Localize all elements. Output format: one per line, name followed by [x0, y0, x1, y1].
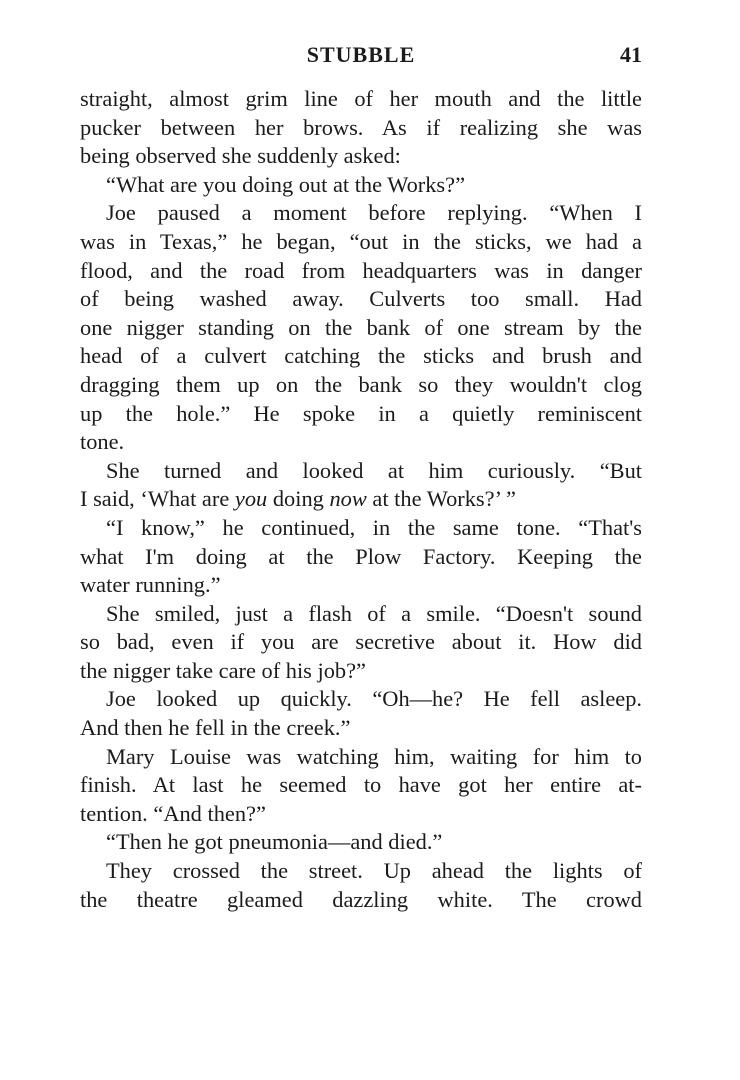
text-line: flood, and the road from headquarters was in danger	[80, 257, 642, 283]
text-line: She smiled, just a flash of a smile. “Doesn't sound	[106, 600, 642, 626]
text-line: finish. At last he seemed to have got her entire at-	[80, 772, 642, 798]
text-line: tention. “And then?”	[80, 800, 266, 826]
text-line: straight, almost grim line of her mouth and the little	[80, 86, 642, 111]
text-line: Mary Louise was watching him, waiting for him to	[106, 743, 642, 769]
text-line: head of a culvert catching the sticks and brush and	[80, 343, 642, 369]
text-line: Joe looked up quickly. “Oh—he? He fell asleep.	[106, 686, 642, 712]
text-line: “What are you doing out at the Works?”	[106, 171, 466, 197]
text-line: what I'm doing at the Plow Factory. Keeping the	[80, 543, 642, 569]
text-line: so bad, even if you are secretive about it. How did	[80, 629, 642, 655]
text-line: up the hole.” He spoke in a quietly reminiscent	[80, 400, 642, 426]
text-line: “Then he got pneumonia—and died.”	[106, 829, 443, 855]
running-head: STUBBLE	[306, 42, 416, 67]
text-line: was in Texas,” he began, “out in the sticks, we had a	[80, 228, 642, 254]
text-line: And then he fell in the creek.”	[80, 715, 351, 741]
text-line: pucker between her brows. As if realizing she was	[80, 114, 642, 140]
text-line: water running.”	[80, 572, 221, 598]
text-line: She turned and looked at him curiously. “But	[106, 457, 642, 483]
text-line: dragging them up on the bank so they wouldn't clog	[80, 371, 642, 397]
text-line: the nigger take care of his job?”	[80, 657, 366, 683]
page-header	[80, 42, 642, 74]
body-text	[80, 85, 642, 914]
text-line: one nigger standing on the bank of one stream by the	[80, 314, 642, 340]
text-line: “I know,” he continued, in the same tone. “That's	[106, 514, 642, 540]
text-line: of being washed away. Culverts too small. Had	[80, 286, 642, 312]
text-line: I said, ‘What are you doing now at the Works?’ ”	[80, 486, 516, 512]
text-line: tone.	[80, 429, 125, 455]
text-line: the theatre gleamed dazzling white. The crowd	[80, 886, 642, 912]
page-number: 41	[620, 42, 642, 67]
text-line: Joe paused a moment before replying. “When I	[106, 200, 642, 226]
text-line: being observed she suddenly asked:	[80, 143, 401, 169]
text-line: They crossed the street. Up ahead the lights of	[106, 858, 642, 884]
